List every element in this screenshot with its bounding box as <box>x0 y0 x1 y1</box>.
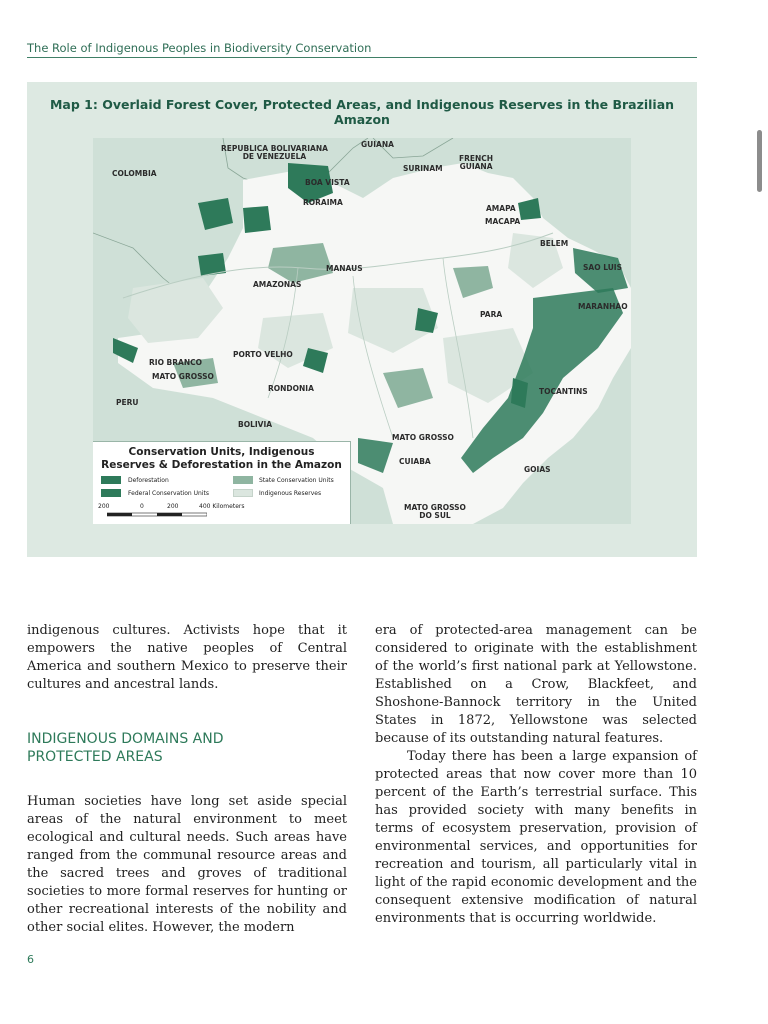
label-amazonas: AMAZONAS <box>253 280 302 289</box>
legend-federal-units: Federal Conservation Units <box>128 490 209 497</box>
scale-label-right: 400 Kilometers <box>199 503 245 510</box>
label-boa-vista: BOA VISTA <box>305 178 350 187</box>
scale-bar <box>107 512 207 518</box>
label-roraima: RORAIMA <box>303 198 343 207</box>
label-colombia: COLOMBIA <box>112 169 157 178</box>
label-bolivia: BOLIVIA <box>238 420 273 429</box>
header-rule <box>27 57 697 58</box>
label-amapa: AMAPA <box>486 204 516 213</box>
legend-title: Conservation Units, Indigenous Reserves & Deforestation in the Amazon <box>101 446 342 471</box>
page-number: 6 <box>27 953 34 966</box>
left-paragraph-1: indigenous cultures. Activists hope that it empowers the native peoples of Central America and southern Mexico to preserve their cultures and ancestral lands. <box>27 623 347 692</box>
label-mato-grosso-central: MATO GROSSO <box>392 433 454 442</box>
right-paragraph-2: Today there has been a large expansion of protected areas that now cover more than 10 percent of the Earth’s terrestrial surface. This has provided society with many benefits in terms of ecosystem preservation, provision of environmental services, and opportunities for recreation and tourism, all particularly vital in light of the rapid economic development and the consequent extensive modification of natural environments that is occurring worldwide. <box>375 749 697 926</box>
scale-label-left: 200 <box>98 503 110 510</box>
label-peru: PERU <box>116 398 139 407</box>
deforestation-swatch <box>101 476 121 484</box>
label-para: PARA <box>480 310 503 319</box>
legend-deforestation: Deforestation <box>128 477 169 484</box>
label-venezuela: REPUBLICA BOLIVARIANA DE VENEZUELA <box>221 144 328 161</box>
label-mato-grosso-do-sul: MATO GROSSO DO SUL <box>404 503 466 520</box>
federal-units-swatch <box>101 489 121 497</box>
label-mato-grosso-west: MATO GROSSO <box>152 372 214 381</box>
map-image <box>93 138 631 524</box>
label-goias: GOIAS <box>524 465 551 474</box>
label-sao-luis: SAO LUIS <box>583 263 622 272</box>
section-heading <box>27 730 347 766</box>
label-porto-velho: PORTO VELHO <box>233 350 293 359</box>
left-paragraph-2: Human societies have long set aside special areas of the natural environment to meet ecological and cultural needs. Such areas have ranged from the communal resource areas and the sacred trees and groves of traditional societies to more formal reserves for hunting or other recreational interests of the nobility and other social elites. However, the modern <box>27 794 347 935</box>
indigenous-reserves-swatch <box>233 489 253 497</box>
map-legend <box>93 441 351 524</box>
section-heading-line-1: INDIGENOUS DOMAINS AND <box>27 731 224 747</box>
label-macapa: MACAPA <box>485 217 521 226</box>
map-figure <box>27 82 697 557</box>
label-guiana: GUIANA <box>361 140 394 149</box>
label-maranhao: MARANHAO <box>578 302 628 311</box>
label-french-guiana: FRENCH GUIANA <box>459 154 494 171</box>
scale-label-zero: 0 <box>140 503 144 510</box>
scale-label-mid: 200 <box>167 503 179 510</box>
section-heading-line-2: PROTECTED AREAS <box>27 749 163 765</box>
right-column <box>375 622 697 928</box>
label-rio-branco: RIO BRANCO <box>149 358 203 367</box>
running-header: The Role of Indigenous Peoples in Biodiversity Conservation <box>27 41 372 55</box>
label-rondonia: RONDONIA <box>268 384 314 393</box>
state-units-swatch <box>233 476 253 484</box>
label-cuiaba: CUIABA <box>399 457 431 466</box>
left-column <box>27 622 347 937</box>
label-surinam: SURINAM <box>403 164 443 173</box>
label-belem: BELEM <box>540 239 569 248</box>
map-title: Map 1: Overlaid Forest Cover, Protected Areas, and Indigenous Reserves in the Brazilian Amazon <box>49 97 675 127</box>
label-manaus: MANAUS <box>326 264 363 273</box>
label-tocantins: TOCANTINS <box>539 387 588 396</box>
scrollbar-thumb[interactable] <box>757 130 762 192</box>
right-paragraph-1: era of protected-area management can be considered to originate with the establishment of the world’s first national park at Yellowstone. Established on a Crow, Blackfeet, and Shoshone-Bannock territory in the United States in 1872, Yellowstone was selected because of its outstanding natural features. <box>375 623 697 746</box>
legend-indigenous-reserves: Indigenous Reserves <box>259 490 322 497</box>
legend-state-units: State Conservation Units <box>259 477 334 484</box>
